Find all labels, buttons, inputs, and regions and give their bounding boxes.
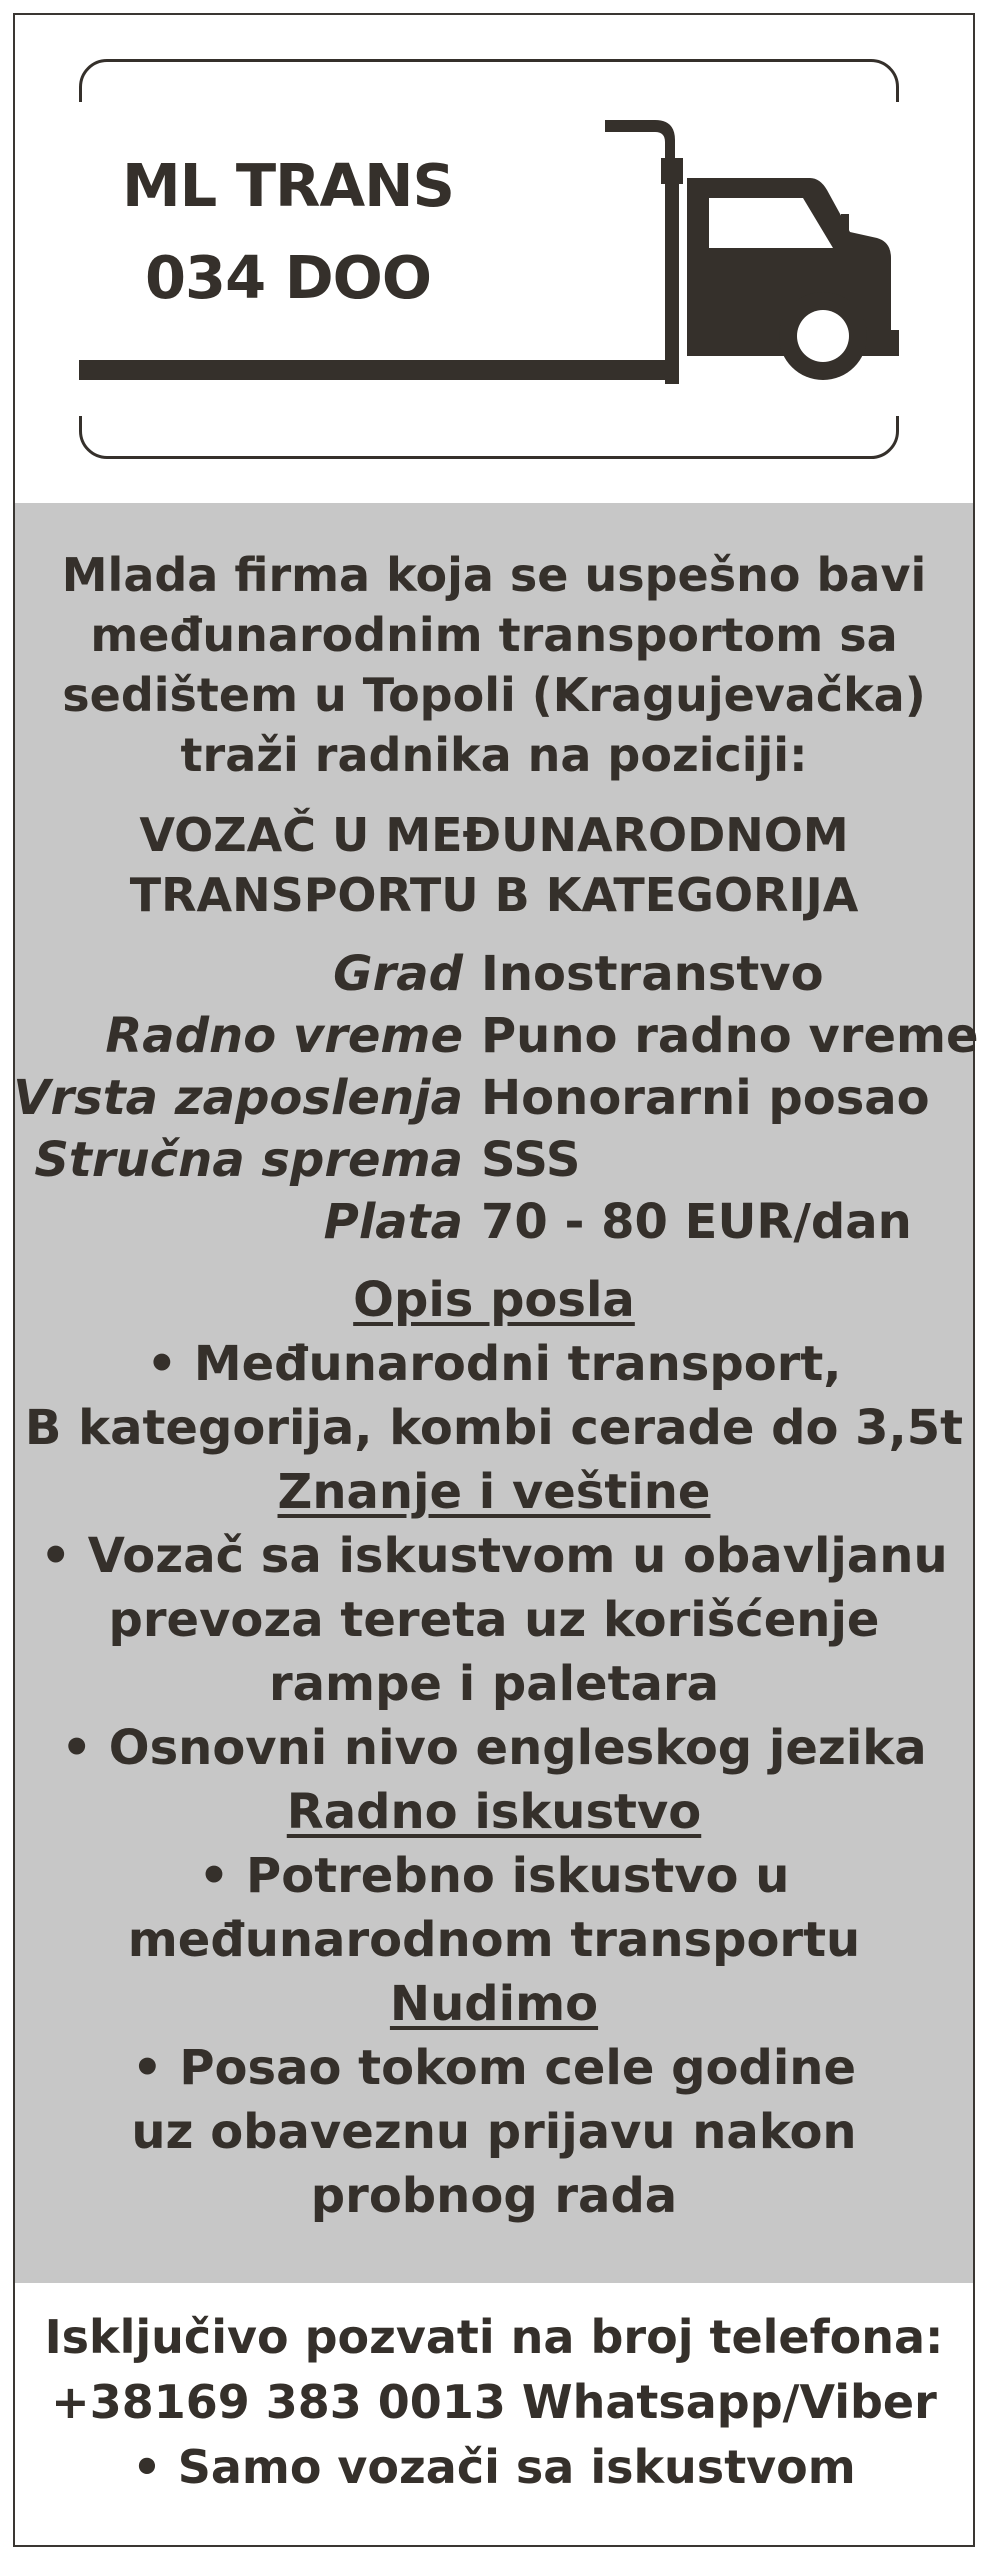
detail-row-employment-type [13, 1067, 963, 1129]
job-sections [15, 1268, 973, 2228]
detail-label: Vrsta zaposlenja [13, 1070, 463, 1126]
job-details-list [13, 943, 979, 1253]
section-line: B kategorija, kombi cerade do 3,5t [24, 1400, 964, 1456]
section-line: • Osnovni nivo engleskog jezika [61, 1720, 927, 1776]
section-line: • Vozač sa iskustvom u obavljanu [40, 1528, 948, 1584]
company-name-line2: 034 DOO [145, 243, 431, 312]
section-line: • Međunarodni transport, [146, 1336, 842, 1392]
company-name [103, 140, 473, 324]
detail-value: SSS [481, 1132, 581, 1188]
detail-value: Honorarni posao [481, 1070, 930, 1126]
intro-line: traži radnika na poziciji: [180, 728, 808, 782]
section-line: probnog rada [310, 2168, 678, 2224]
phone-number[interactable]: +38169 383 0013 [51, 2375, 506, 2429]
contact-footer [15, 2305, 973, 2500]
section-title-experience: Radno iskustvo [286, 1784, 702, 1840]
messaging-apps: Whatsapp/Viber [521, 2375, 937, 2429]
job-ad-frame [13, 13, 979, 2547]
truck-icon [595, 100, 915, 430]
detail-value: Puno radno vreme [481, 1008, 979, 1064]
detail-value: 70 - 80 EUR/dan [481, 1194, 912, 1250]
company-name-line1: ML TRANS [121, 151, 455, 220]
road-line [79, 360, 669, 380]
section-title-offer: Nudimo [389, 1976, 599, 2032]
contact-phone-line [15, 2370, 973, 2435]
detail-row-working-hours [25, 1005, 979, 1067]
detail-row-education [25, 1129, 963, 1191]
section-line: rampe i paletara [268, 1656, 720, 1712]
intro-line: sedištem u Topoli (Kragujevačka) [62, 668, 926, 722]
intro-line: međunarodnim transportom sa [90, 608, 898, 662]
detail-label: Plata [323, 1194, 463, 1250]
detail-row-salary [25, 1191, 963, 1253]
detail-value: Inostranstvo [481, 946, 824, 1002]
intro-text [15, 545, 973, 785]
intro-line: Mlada firma koja se uspešno bavi [61, 548, 927, 602]
section-line: uz obaveznu prijavu nakon [131, 2104, 857, 2160]
detail-label: Stručna sprema [34, 1132, 463, 1188]
position-title-line2: TRANSPORTU B KATEGORIJA [129, 868, 859, 922]
section-line: međunarodnom transportu [127, 1912, 861, 1968]
section-line: • Posao tokom cele godine [131, 2040, 857, 2096]
detail-label: Radno vreme [105, 1008, 463, 1064]
detail-row-city [25, 943, 963, 1005]
experience-note: • Samo vozači sa iskustvom [132, 2440, 856, 2494]
detail-label: Grad [333, 946, 463, 1002]
section-title-skills: Znanje i veštine [277, 1464, 711, 1520]
section-title-job-description: Opis posla [353, 1272, 635, 1328]
position-title-line1: VOZAČ U MEĐUNARODNOM [139, 808, 849, 862]
section-line: prevoza tereta uz korišćenje [108, 1592, 880, 1648]
section-line: • Potrebno iskustvo u [198, 1848, 790, 1904]
position-title [15, 805, 973, 925]
contact-instruction: Isključivo pozvati na broj telefona: [44, 2310, 944, 2364]
